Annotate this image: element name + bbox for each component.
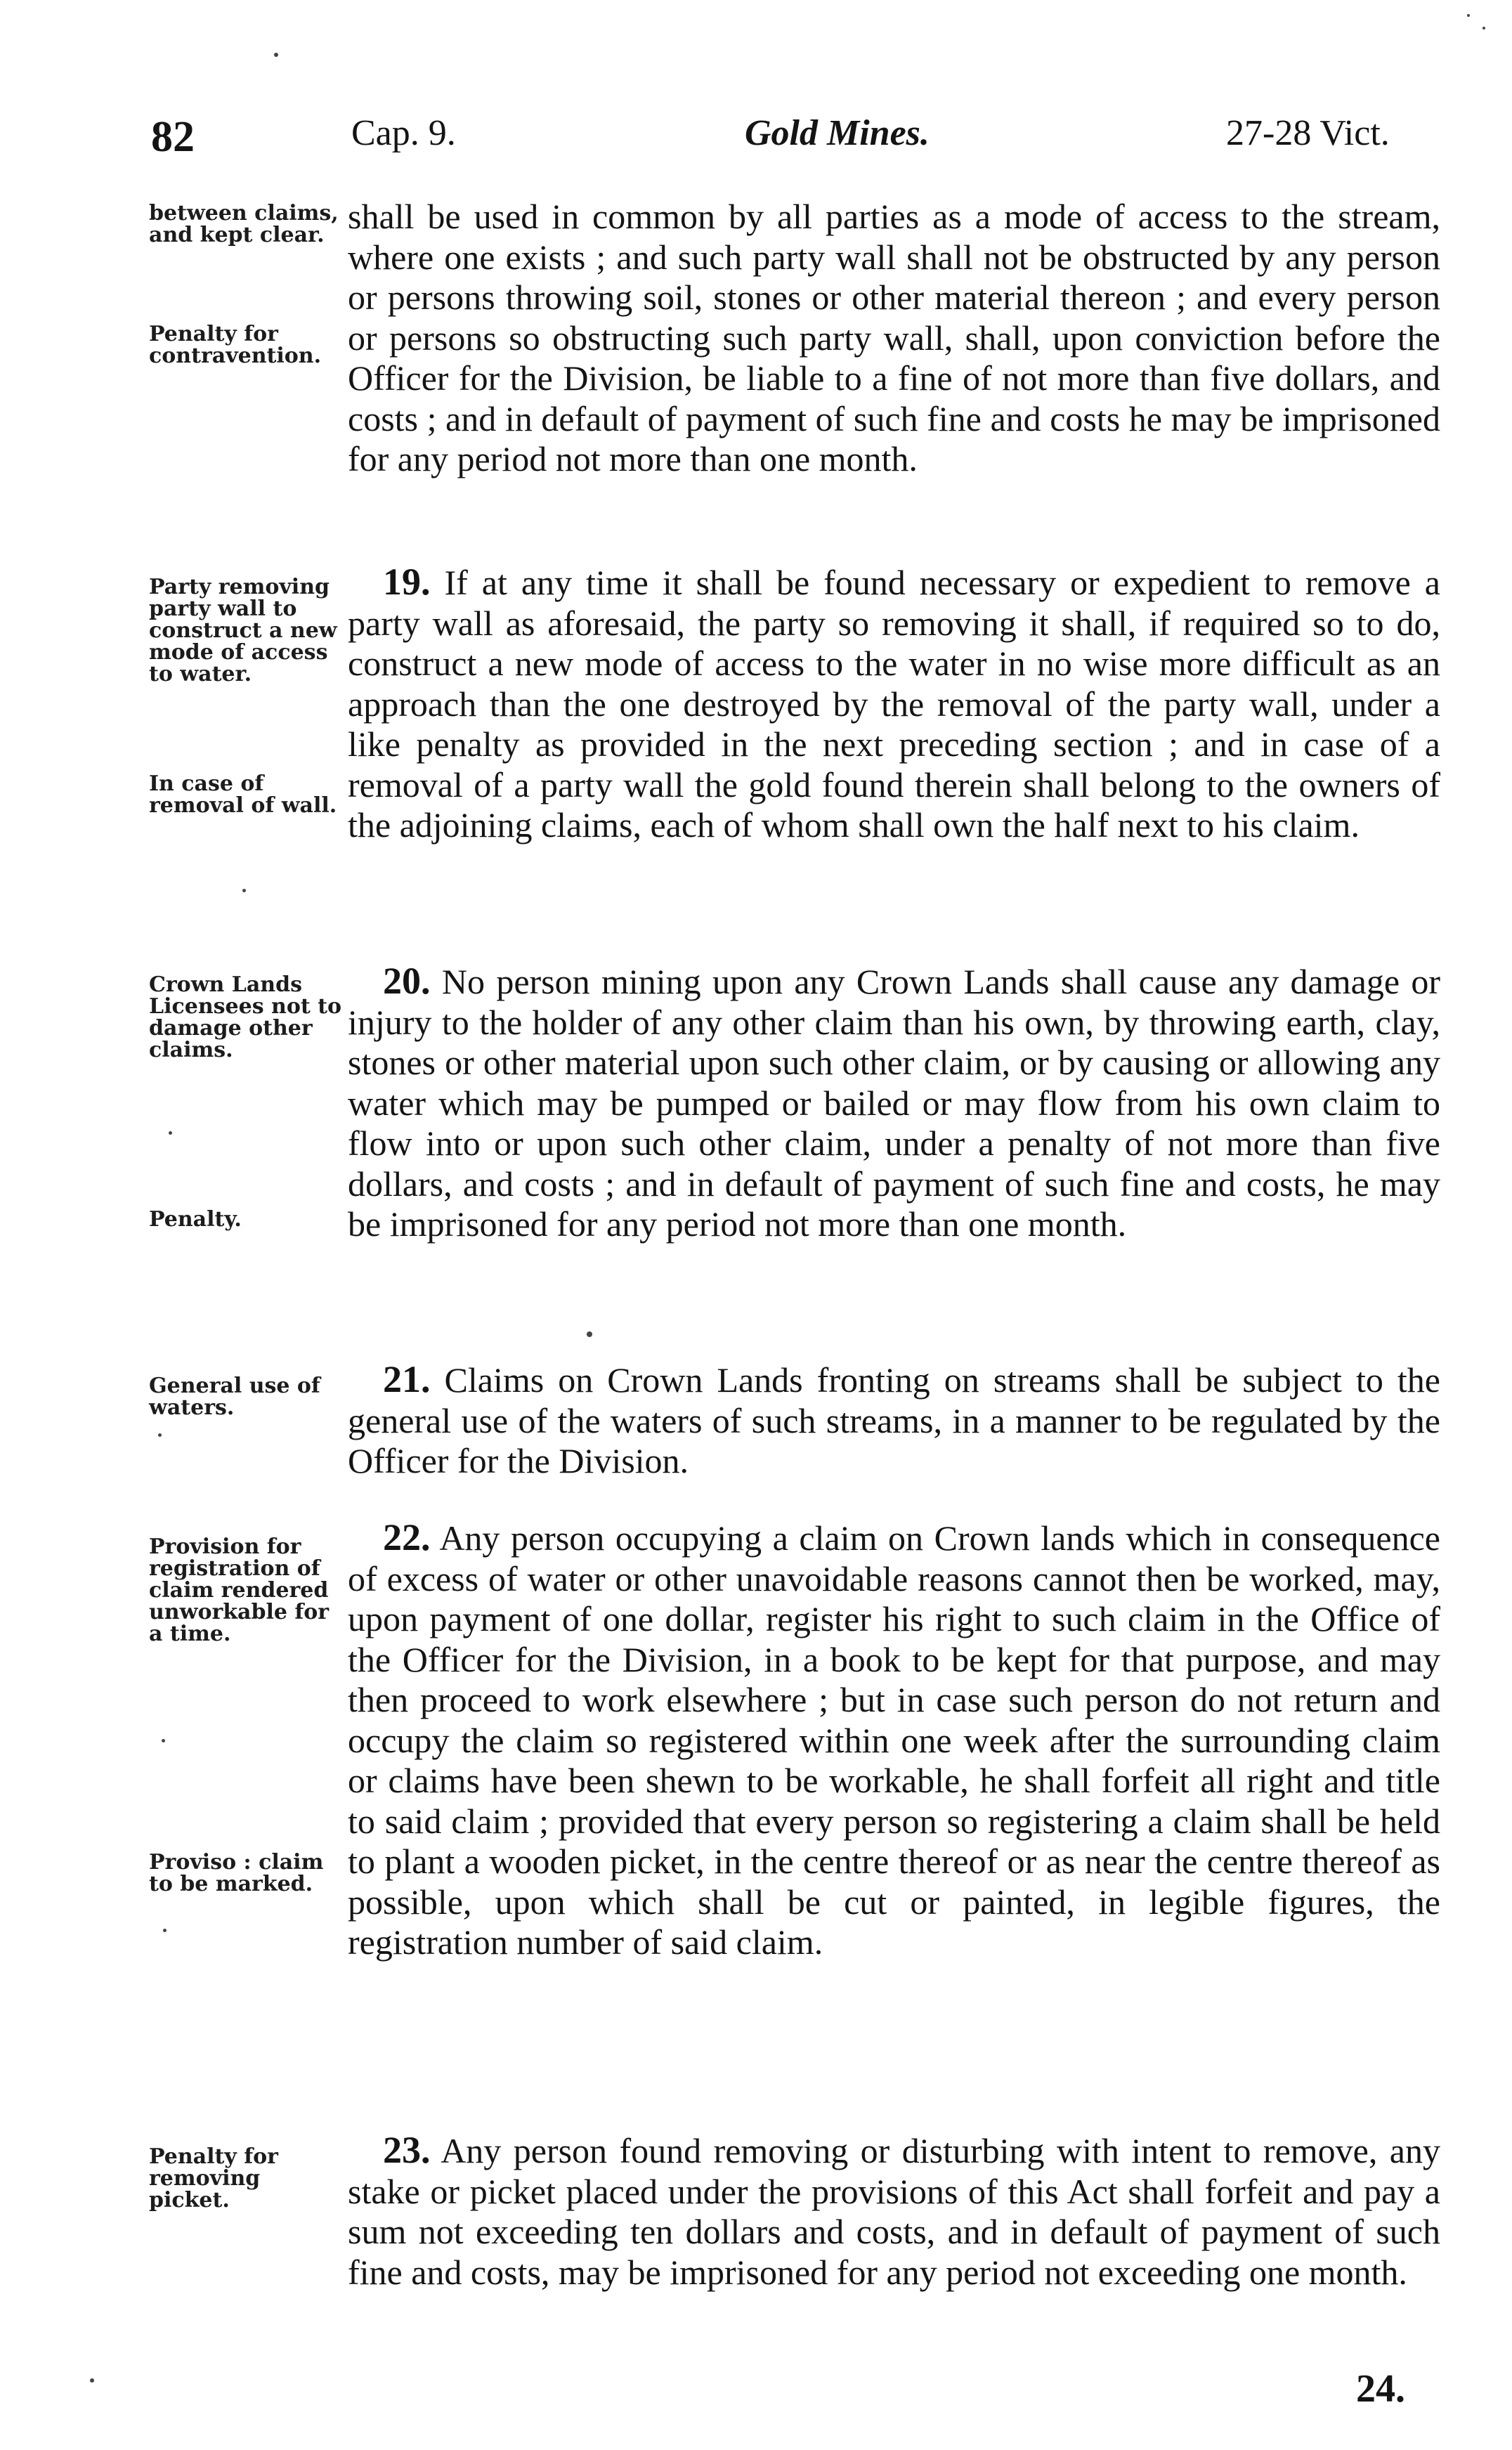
section-text (348, 562, 1440, 846)
print-speck (162, 1739, 165, 1742)
section-number: 23. (383, 2129, 431, 2171)
margin-note: Penalty. (149, 1207, 242, 1232)
section-body: Claims on Crown Lands fronting on streams shall be subject to the general use of the waters of such streams, in a manner to be regulated by the Officer for the Division. (348, 1360, 1440, 1480)
margin-note: Penalty for contravention. (149, 322, 322, 368)
margin-note: General use of waters. (149, 1374, 320, 1420)
section-body: Any person occupying a claim on Crown lands which in consequence of excess of water or other unavoidable reasons cannot then be worked, may, upon payment of one dollar, register his right to such claim in the Office of the Officer for the Division, in a book to be kept for that purpose, and may then proceed to work elsewhere ; but in case such person do not return and occupy the claim so registered within one week after the surrounding claim or claims have been shewn to be workable, he shall forfeit all right and title to said claim ; provided that every person so registering a claim shall be held to plant a wooden picket, in the centre thereof or as near the centre thereof as possible, upon which shall be cut or painted, in legible figures, the registration number of said claim. (348, 1518, 1441, 1962)
margin-note: Party removing party wall to construct a new mode of access to water. (149, 575, 337, 686)
print-speck (587, 1331, 592, 1337)
print-speck (1467, 14, 1470, 17)
print-speck (90, 2378, 94, 2383)
page-number: 82 (151, 113, 195, 161)
running-header (0, 112, 1512, 176)
print-speck (242, 889, 246, 892)
section-number: 22. (383, 1516, 431, 1558)
margin-note: Provision for registration of claim rendered unworkable for a time. (149, 1534, 330, 1646)
section-body: Any person found removing or disturbing with intent to remove, any stake or picket placed under the provisions of this Act shall forfeit and pay a sum not exceeding ten dollars and costs, and in default of payment of such fine and costs, may be imprisoned for any period not exceeding one month. (348, 2131, 1440, 2292)
regnal-years: 27-28 Vict. (1226, 113, 1390, 153)
print-speck (274, 53, 278, 57)
catchword: 24. (1356, 2367, 1405, 2411)
margin-note: Crown Lands Licensees not to damage other claims. (149, 972, 342, 1062)
section-text (348, 2130, 1440, 2293)
margin-note: In case of removal of wall. (149, 771, 337, 818)
section-number: 21. (383, 1358, 431, 1400)
print-speck (158, 1433, 162, 1437)
section-body: No person mining upon any Crown Lands shall cause any damage or injury to the holder of any other claim than his own, by throwing earth, clay, stones or other material upon such other claim, or by causing or allowing any water which may be pumped or bailed or may flow from his own claim to flow into or upon such other claim, under a penalty of not more than five dollars, and costs ; and in default of payment of such fine and costs, he may be imprisoned for any period not more than one month. (348, 962, 1441, 1244)
margin-note: Penalty for removing picket. (149, 2144, 278, 2213)
section-body: If at any time it shall be found necessary or expedient to remove a party wall as aforesaid, the party so removing it shall, if required so to do, construct a new mode of access to the water in no wise more difficult as an approach than the one destroyed by the removal of the party wall, under a like penalty as provided in the next preceding section ; and in case of a removal of a party wall the gold found therein shall belong to the owners of the adjoining claims, each of whom shall own the half next to his claim. (348, 563, 1440, 845)
section-number: 20. (383, 960, 431, 1002)
print-speck (169, 1131, 172, 1135)
section-text (348, 197, 1440, 480)
section-text (348, 961, 1440, 1245)
section-text (348, 1360, 1440, 1482)
section-body: shall be used in common by all parties as a mode of access to the stream, where one exists ; and such party wall shall not be obstructed by any person or persons throwing soil, stones or other material thereon ; and every person or persons so obstructing such party wall, shall, upon conviction before the Officer for the Division, be liable to a fine of not more than five dollars, and costs ; and in default of payment of such fine and costs he may be imprisoned for any period not more than one month. (348, 197, 1440, 478)
margin-note: Proviso : claim to be marked. (149, 1850, 324, 1896)
margin-note: between claims, and kept clear. (149, 201, 339, 247)
chapter-label: Cap. 9. (351, 113, 456, 153)
section-number: 19. (383, 561, 431, 603)
running-title: Gold Mines. (745, 113, 930, 153)
print-speck (163, 1929, 167, 1932)
section-text (348, 1518, 1440, 1963)
print-speck (1482, 27, 1485, 30)
